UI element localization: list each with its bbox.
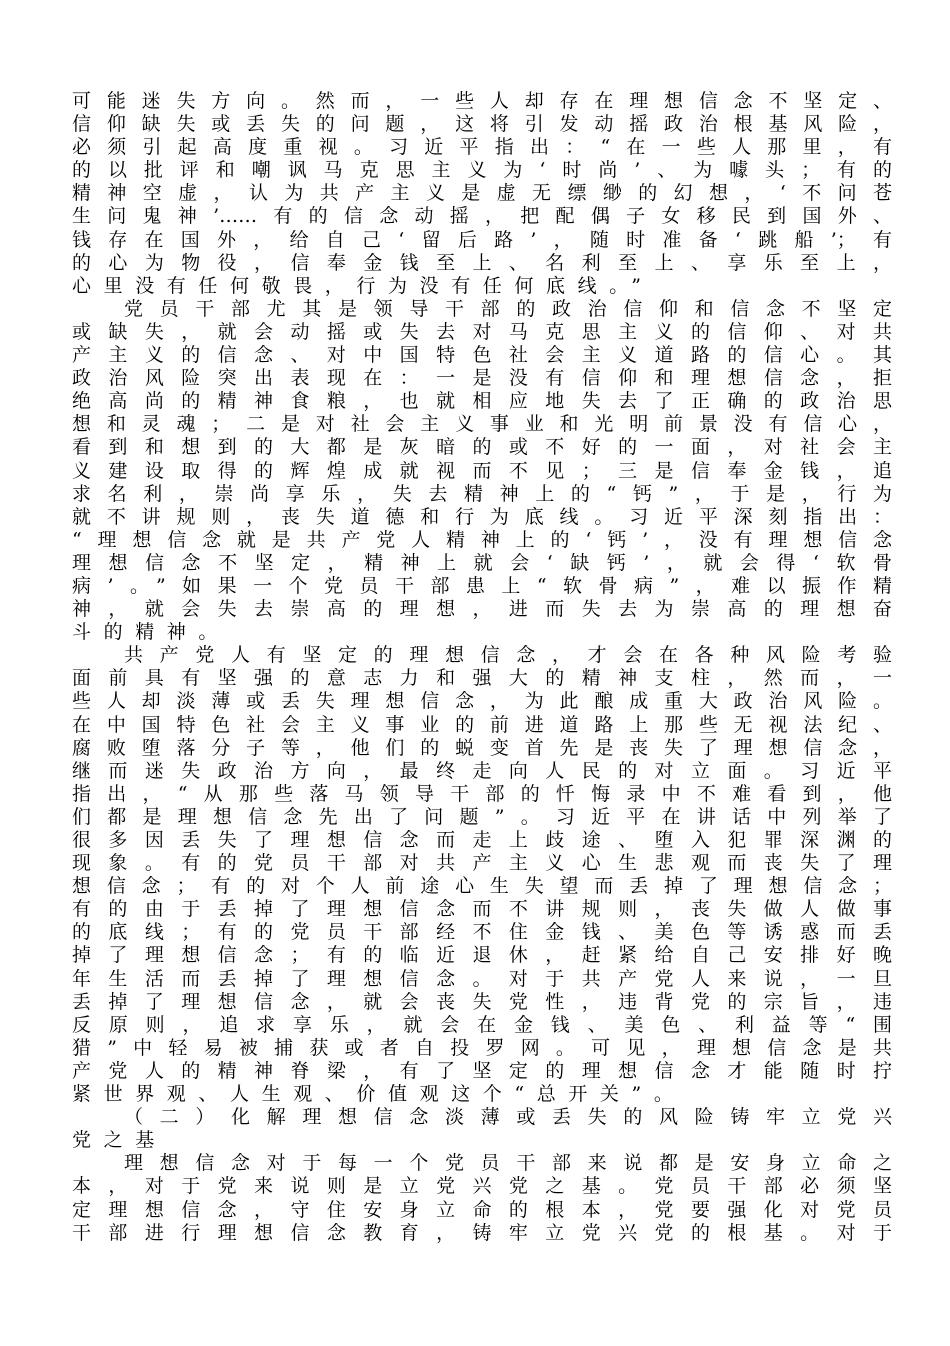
text-line: 们都是理想信念先出了问题”。习近平在讲话中列举了	[72, 805, 892, 828]
text-line: “理想信念就是共产党人精神上的‘钙’，没有理想信念	[72, 528, 892, 551]
text-line: 本，对于党来说则是立党兴党之基。党员干部必须坚	[72, 1175, 892, 1198]
document-body	[72, 90, 892, 1245]
text-line: 很多因丢失了理想信念而走上歧途、堕入犯罪深渊的	[72, 829, 892, 851]
text-line: 神，就会失去崇高的理想，进而失去为崇高的理想奋	[72, 598, 892, 621]
text-line: 精神空虚，认为共产主义是虚无缥缈的幻想，‘不问苍	[72, 182, 892, 205]
text-line: 指出，“从那些落马领导干部的忏悔录中不难看到，他	[72, 782, 892, 805]
text-line: 义建设取得的辉煌成就视而不见；三是信奉金钱，追	[72, 459, 892, 482]
text-line: 政治风险突出表现在：一是没有信仰和理想信念，拒	[72, 367, 892, 390]
text-line: 猎”中轻易被捕获或者自投罗网。可见，理想信念是共	[72, 1036, 892, 1059]
text-line: 可能迷失方向。然而，一些人却存在理想信念不坚定、	[72, 90, 892, 112]
paragraph-first-line: 党员干部尤其是领导干部的政治信仰和信念不坚定	[124, 297, 892, 320]
text-line: 在中国特色社会主义事业的前进道路上那些无视法纪、	[72, 713, 892, 736]
text-line: 信仰缺失或丢失的问题，这将引发动摇政治根基风险，	[72, 113, 892, 136]
text-line: 看到和想到的大都是灰暗的或不好的一面，对社会主	[72, 436, 892, 459]
paragraph-first-line: 理想信念对于每一个党员干部来说都是安身立命之	[124, 1152, 892, 1175]
text-line: 想和灵魂；二是对社会主义事业和光明前景没有信心，	[72, 413, 892, 436]
text-line: 或缺失，就会动摇或失去对马克思主义的信仰、对共	[72, 320, 892, 343]
text-line: 反原则，追求享乐，就会在金钱、美色、利益等“围	[72, 1013, 892, 1036]
paragraph-first-line: 共产党人有坚定的理想信念，才会在各种风险考验	[124, 644, 892, 667]
text-line: 些人却淡薄或丢失理想信念，为此酿成重大政治风险。	[72, 690, 892, 713]
text-line: 紧世界观、人生观、价值观这个“总开关”。	[72, 1083, 686, 1106]
text-line: 理想信念不坚定，精神上就会‘缺钙’，就会得‘软骨	[72, 551, 892, 574]
text-line: 必须引起高度重视。习近平指出：“在一些人那里，有	[72, 136, 892, 159]
text-line: 定理想信念，守住安身立命的根本，党要强化对党员	[72, 1198, 892, 1221]
text-line: 生问鬼神’……有的信念动摇，把配偶子女移民到国外、	[72, 205, 892, 228]
paragraph-first-line: （二）化解理想信念淡薄或丢失的风险铸牢立党兴	[124, 1106, 892, 1129]
text-line: 斗的精神。	[72, 621, 231, 644]
text-line: 干部进行理想信念教育，铸牢立党兴党的根基。对于	[72, 1221, 892, 1244]
text-line: 钱存在国外，给自己‘留后路’，随时准备‘跳船’；有	[72, 228, 892, 251]
text-line: 年生活而丢掉了理想信念。对于共产党人来说，一旦	[72, 967, 892, 990]
text-line: 丢掉了理想信念，就会丧失党性，违背党的宗旨，违	[72, 990, 892, 1013]
text-line: 想信念；有的对个人前途心生失望而丢掉了理想信念；	[72, 875, 892, 898]
text-line: 病’。”如果一个党员干部患上“软骨病”，难以振作精	[72, 574, 892, 597]
text-line: 心里没有任何敬畏，行为没有任何底线。”	[72, 274, 654, 297]
text-line: 产党人的精神脊梁，有了坚定的理想信念才能随时拧	[72, 1059, 892, 1082]
text-line: 就不讲规则，丧失道德和行为底线。习近平深刻指出：	[72, 505, 892, 528]
text-line: 有的由于丢掉了理想信念而不讲规则，丧失做人做事	[72, 898, 892, 921]
text-line: 的心为物役，信奉金钱至上、名利至上、享乐至上，	[72, 251, 892, 274]
text-line: 掉了理想信念；有的临近退休，赶紧给自己安排好晚	[72, 944, 892, 967]
text-line: 求名利，崇尚享乐，失去精神上的“钙”，于是，行为	[72, 482, 892, 505]
text-line: 面前具有坚强的意志力和强大的精神支柱，然而，一	[72, 667, 892, 690]
text-line: 的以批评和嘲讽马克思主义为‘时尚’、为噱头；有的	[72, 159, 892, 182]
text-line: 腐败堕落分子等，他们的蜕变首先是丧失了理想信念，	[72, 736, 892, 759]
text-line: 继而迷失政治方向，最终走向人民的对立面。习近平	[72, 759, 892, 782]
text-line: 现象。有的党员干部对共产主义心生悲观而丧失了理	[72, 852, 892, 875]
text-line: 产主义的信念、对中国特色社会主义道路的信心。其	[72, 344, 892, 367]
text-line: 党之基	[72, 1129, 167, 1152]
text-line: 的底线；有的党员干部经不住金钱、美色等诱惑而丢	[72, 921, 892, 944]
text-line: 绝高尚的精神食粮，也就相应地失去了正确的政治思	[72, 390, 892, 413]
